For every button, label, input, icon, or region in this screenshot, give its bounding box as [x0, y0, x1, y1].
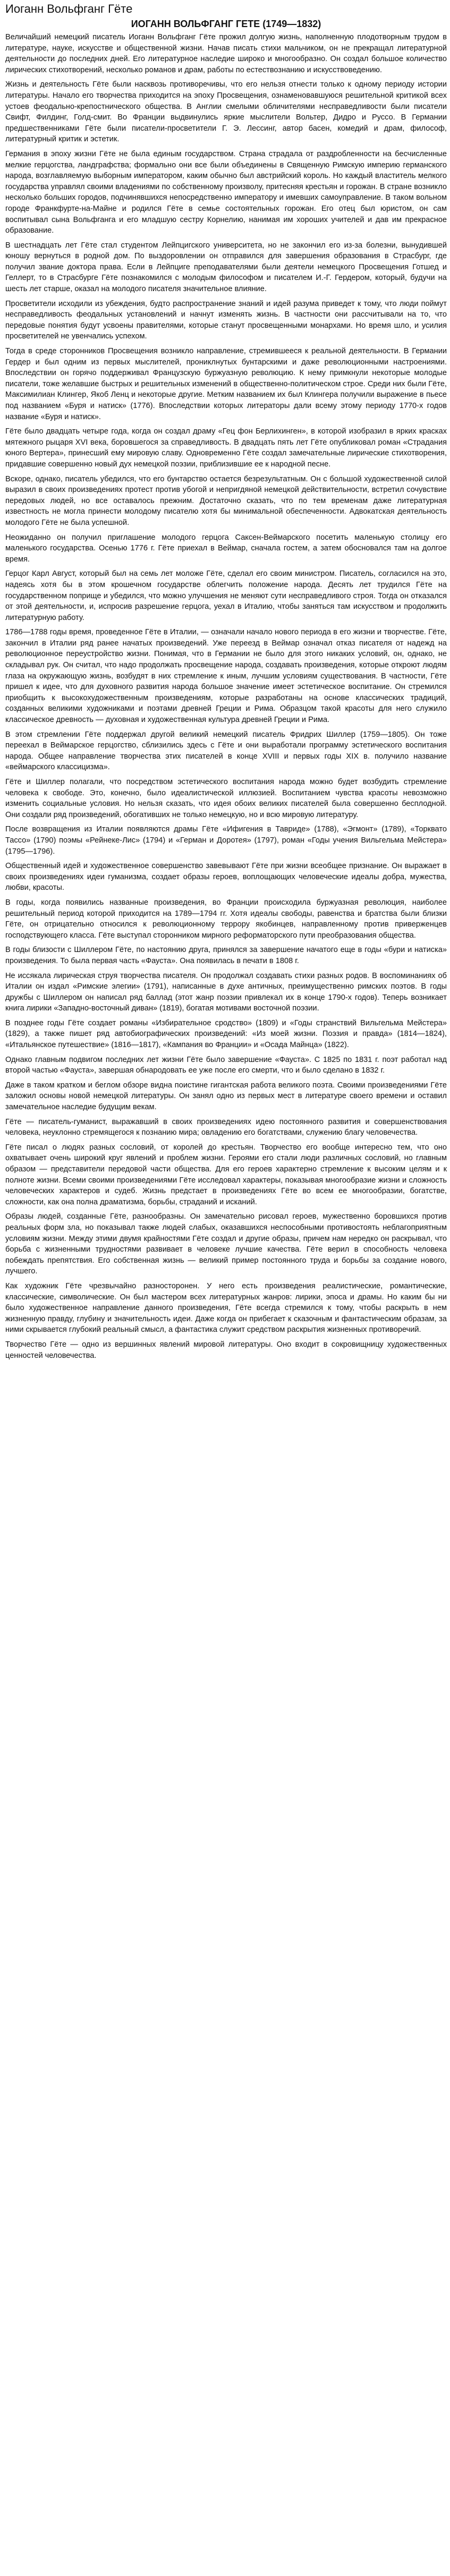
paragraph: В годы, когда появились названные произведения, во Франции происходила буржуазная революция, наиболее решительный период которой приходится на 1789—1794 гг. Хотя идеалы свободы, равенства и братства были близки Гёте, он отрицательно относился к революционному террору якобинцев, направленному против приверженцев господствующего класса. Гёте выступал сторонником мирного реформаторского пути преобразования общества. [5, 898, 447, 940]
paragraph: Не иссякала лирическая струя творчества писателя. Он продолжал создавать стихи разных родов. В воспоминаниях об Италии он издал «Римские элегии» (1791), написанные в духе античных, преимущественно римских поэтов. В годы дружбы с Шиллером он написал ряд баллад (этот жанр поэзии привлекал их в конце 1790-х годов). Теперь возникает книга лирики «Западно-восточный диван» (1819), богатая мотивами восточной поэзии. [5, 971, 447, 1013]
paragraph: Гёте — писатель-гуманист, выражавший в своих произведениях идею постоянного развития и совершенствования человека, неуклонно стремящегося к познанию мира; овладению его богатствами, служению благу человечества. [5, 1117, 447, 1137]
page-title: Иоганн Вольфганг Гёте [5, 2, 133, 15]
paragraph: В позднее годы Гёте создает романы «Избирательное сродство» (1809) и «Годы странствий Вильгельма Мейстера» (1829), а также пишет ряд автобиографических произведений: «Из моей жизни. Поэзия и правда» (1814—1824), «Итальянское путешествие» (1816—1817), «Кампания во Франции» и «Осада Майнца» (1822). [5, 1018, 447, 1050]
paragraph: Жизнь и деятельность Гёте были насквозь противоречивы, что его нельзя отнести только к одному периоду истории литературы. Начало его творчества приходится на эпоху Просвещения, ознаменовавшуюся решительной критикой всех устоев феодально-крепостнического общества. В Англии смелыми обличителями несправедливости были писатели Свифт, Филдинг, Голд-смит. Во Франции выдвинулись яркие мыслители Вольтер, Дидро и Руссо. В Германии предшественниками Гёте были писатели-просветители Г. Э. Лессинг, автор басен, комедий и драм, философ, литературный критик и эстетик. [5, 80, 447, 144]
paragraph: В годы близости с Шиллером Гёте, по настоянию друга, принялся за завершение начатого еще в годы «бури и натиска» произведения. То была первая часть «Фауста». Она появилась в печати в 1808 г. [5, 946, 447, 965]
paragraph: 1786—1788 годы время, проведенное Гёте в Италии, — означали начало нового периода в его жизни и творчестве. Гёте, закончил в Италии ряд ранее начатых произведений. Уже переезд в Веймар означал отказ писателя от надежд на революционное переустройство жизни. Понимая, что в Германии не было для этого никаких условий, он, однако, не складывал рук. Он считал, что надо продолжать просвещение народа, создавать произведения, которые откроют людям глаза на окружающую жизнь, возбудят в них стремление к иным, лучшим условиям существования. В частности, Гёте пришел к идее, что для духовного развития народа большое значение имеет эстетическое воспитание. Он стремился приобщить к высокохудожественным произведениям, которые разработаны на основе классических традиций, созданных великими художниками и поэтами древней Греции и Рима. Образцом такой красоты для него служило классическое древность — духовная и художественная культура древней Греции и Рима. [5, 628, 447, 725]
paragraph: Просветители исходили из убеждения, будто распространение знаний и идей разума приведет к тому, что люди поймут несправедливость феодальных установлений и начнут изменять жизнь. В частности они рассчитывали на то, что передовые понятия будут усвоены правителями, которые станут просвещенными монархами. Но время шло, и усилия просветителей не увенчались успехом. [5, 299, 447, 341]
paragraph: Герцог Карл Август, который был на семь лет моложе Гёте, сделал его своим министром. Писатель, согласился на это, надеясь хотя бы в этом крошечном государстве облегчить положение народа. Десять лет трудился Гёте на государственном поприще и убедился, что можно улучшения не меняют сути несправедливого строя. Тогда он отказался от этой деятельности, и, испросив разрешение герцога, уехал в Италию, чтобы заняться там искусством и продолжить литературную работу. [5, 569, 447, 622]
paragraph: Величайший немецкий писатель Иоганн Вольфганг Гёте прожил долгую жизнь, наполненную плодотворным трудом в литературе, науке, искусстве и общественной жизни. Начав писать стихи мальчиком, он не прекращал литературной деятельности до последних дней. Его литературное наследие широко и многообразно. Он создал большое количество лирических стихотворений, несколько романов и драм, работы по естествознанию и искусствоведению. [5, 33, 447, 74]
article-heading: ИОГАНН ВОЛЬФГАНГ ГЕТЕ (1749—1832) [131, 19, 321, 29]
paragraph: Тогда в среде сторонников Просвещения возникло направление, стремившееся к реальной деятельности. В Германии Гердер и был одним из первых мыслителей, прониклнутых бунтарскими и даже революционными настроениями. Впоследствии он горячо поддерживал Французскую буржуазную революцию. К нему примкнули некоторые молодые писатели, тоже желавшие быстрых и решительных изменений в общественно-политическом строе. Среди них были Гёте, Максимилиан Клингер, Якоб Ленц и некоторые другие. Метким названием их был Клингера получили выражение в пьесе под названием «Буря и натиск» (1776). Впоследствии которых литераторы дали всему этому периоду 1770-х годов название «Буря и натиск». [5, 347, 447, 421]
paragraph: Германия в эпоху жизни Гёте не была единым государством. Страна страдала от раздробленности на бесчисленные мелкие герцогства, ландграфства; формально они все были объединены в Священную Римскую империю германского народа, возглавляемую выборным императором, каким обычно был австрийский король. Но каждый властитель мелкого государства управлял своими владениями по собственному произволу, притесняя крестьян и горожан. В стране возникло несколько больших городов, подчинявшихся непосредственно императору и имевших самоуправление. В таком вольном городе Франкфурте-на-Майне и родился Гёте в семье состоятельных горожан. Его отец был юристом, он сам воспитывал сына Вольфганга и его младшую сестру Корнелию, нанимая им хороших учителей и дав им прекрасное образование. [5, 149, 447, 235]
paragraph: Творчество Гёте — одно из вершинных явлений мировой литературы. Оно входит в сокровищницу художественных ценностей человечества. [5, 1340, 447, 1360]
paragraph: Гёте писал о людях разных сословий, от королей до крестьян. Творчество его вообще интересно тем, что оно охватывает очень широкий круг явлений и проблем жизни. Героями его стали люди различных сословий, но главным образом — представители передовой части общества. Для его героев характерно стремление к высоким целям и к полноте жизни. Всеми своими произведениями Гёте исследовал характеры, показывая многообразие жизни и сложность человеческих характеров и судеб. Жизнь предстает в произведениях Гёте во всем ее многообразии, богатстве, сложности, как она полна драматизма, борьбы, страданий и исканий. [5, 1143, 447, 1206]
paragraph: Вскоре, однако, писатель убедился, что его бунтарство остается безрезультатным. Он с большой художественной силой выразил в своих произведениях протест против убогой и непригдяной немецкой действительности, встретил сочувствие передовых людей, но все оставалось прежним. Достаточно сказать, что по тем временам даже литературная известность не могла принести молодому писателю хотя бы минимальной обеспеченности. Адвокатская деятельность молодого Гёте не была успешной. [5, 474, 447, 527]
paragraph: Даже в таком кратком и беглом обзоре видна поистине гигантская работа великого поэта. Своими произведениями Гёте заложил основы новой немецкой литературы. Он занял одно из первых мест в литературе своего времени и оставил замечательное наследие будущим векам. [5, 1081, 447, 1112]
article-body [5, 32, 447, 1361]
paragraph: Гёте и Шиллер полагали, что посредством эстетического воспитания народа можно будет возбудить стремление человека к свободе. Это, конечно, было идеалистической иллюзией. Воспитанием чувства красоты невозможно изменить социальные условия. Но нельзя сказать, что идея обоих великих писателей была совершенно бесплодной. Они создали ряд произведений, обогативших не только немецкую, но и всю мировую литературу. [5, 778, 447, 819]
paragraph: Однако главным подвигом последних лет жизни Гёте было завершение «Фауста». С 1825 по 1831 г. поэт работал над второй частью «Фауста», завершая обнародовать ее уже после его смерти, что и было сделано в 1832 г. [5, 1055, 447, 1075]
article-page [0, 1, 450, 2576]
paragraph: Образы людей, созданные Гёте, разнообразны. Он замечательно рисовал героев, мужественно боровшихся против реальных форм зла, но показывал также людей слабых, оказавшихся неспособными противостоять неблагоприятным условиям жизни. Между этими двумя крайностями Гёте создал и другие образы, причем нам нередко он раскрывал, что борьба с жизненными трудностями развивает в человеке лучшие качества. Гёте верил в способность человека побеждать препятствия. Его собственная жизнь — великий пример постоянного труда и борьбы за создание нового, лучшего. [5, 1212, 447, 1276]
paragraph: Гёте было двадцать четыре года, когда он создал драму «Гец фон Берлихинген», в которой изобразил в ярких красках мятежного рыцаря XVI века, боровшегося за справедливость. В двадцать пять лет Гёте опубликовал роман «Страдания юного Вертера», принесший ему мировую славу. Одновременно Гёте создал замечательные лирические стихотворения, придавшие совершенно новый дух немецкой поэзии, приблизившие ее к народной песне. [5, 427, 447, 469]
paragraph: В шестнадцать лет Гёте стал студентом Лейпцигского университета, но не закончил его из-за болезни, вынудившей юношу вернуться в родной дом. По выздоровлении он отправился для завершения образования в Страсбург, где получил звание доктора права. Если в Лейпциге преподавателями были деятели немецкого Просвещения Готшед и Геллерт, то в Страсбурге Гёте познакомился с молодым философом и писателем И.-Г. Гердером, который, будучи на шесть лет старше, оказал на молодого писателя значительное влияние. [5, 241, 447, 294]
paragraph: Неожиданно он получил приглашение молодого герцога Саксен-Веймарского посетить маленькую столицу его маленького государства. Осенью 1776 г. Гёте приехал в Веймар, сначала гостем, а затем обосновался там на долгое время. [5, 533, 447, 564]
paragraph: Общественный идей и художественное совершенство завевывают Гёте при жизни всеобщее признание. Он выражает в своих произведениях идеи гуманизма, создает образы героев, воплощающих человеческие идеалы добра, мужества, любви, красоты. [5, 862, 447, 892]
paragraph: После возвращения из Италии появляются драмы Гёте «Ифигения в Тавриде» (1788), «Эгмонт» (1789), «Торквато Тассо» (1790) поэмы «Рейнеке-Лис» (1794) и «Герман и Доротея» (1797), роман «Годы учения Вильгельма Мейстера» (1795—1796). [5, 825, 447, 856]
paragraph: В этом стремлении Гёте поддержал другой великий немецкий писатель Фридрих Шиллер (1759—1805). Он тоже переехал в Веймарское герцогство, сблизились здесь с Гёте и они выработали программу эстетического воспитания народа. Общее направление творчества этих писателей в конце XVIII и первых годы XIX в. получило название «веймарского классицизма». [5, 730, 447, 772]
paragraph: Как художник Гёте чрезвычайно разносторонен. У него есть произведения реалистические, романтические, классические, символические. Он был мастером всех литературных жанров: лирики, эпоса и драмы. Но каким бы ни было художественное направление данного произведения, Гёте всегда стремился к тому, чтобы раскрыть в нем жизненную правду, глубину и значительность идеи. Даже когда он прибегает к сказочным и фантастическим образам, за ними скрывается глубокий реальный смысл, а фантастика служит средством раскрытия жизненных противоречий. [5, 1281, 447, 1334]
